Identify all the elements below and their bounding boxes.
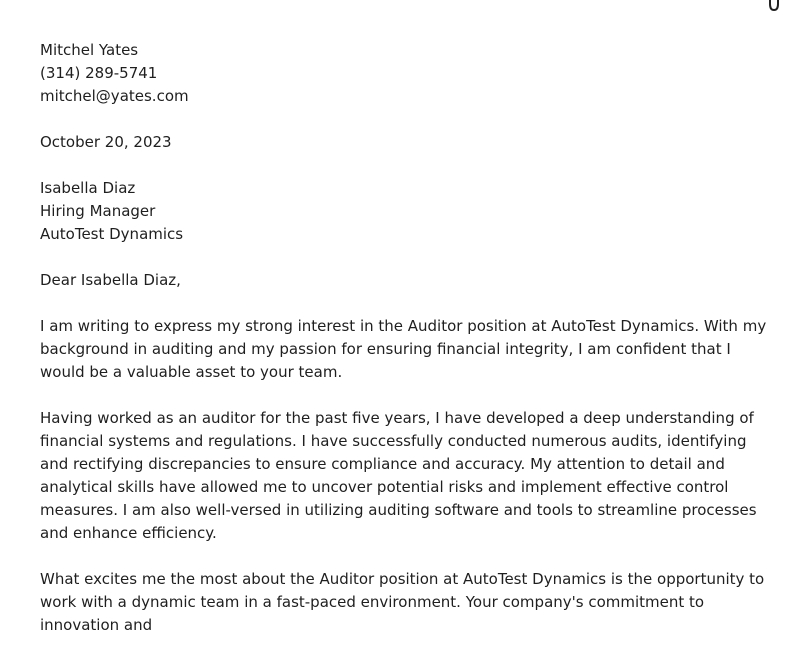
sender-phone: (314) 289-5741 <box>40 64 158 82</box>
salutation-block <box>40 269 770 292</box>
body-paragraph-3: What excites me the most about the Auditor position at AutoTest Dynamics is the opportunity to work with a dynamic team in a fast-paced environment. Your company's commitment to innovation and <box>40 570 765 634</box>
recipient-company: AutoTest Dynamics <box>40 225 184 243</box>
date-block <box>40 131 770 154</box>
body-paragraph-2: Having worked as an auditor for the past five years, I have developed a deep understanding of financial systems and regulations. I have successfully conducted numerous audits, identifying and rectifying discrepancies to ensure compliance and accuracy. My attention to detail and analytical skills have allowed me to uncover potential risks and implement effective control measures. I am also well-versed in utilizing auditing software and tools to streamline processes and enhance efficiency. <box>40 409 757 542</box>
sender-email: mitchel@yates.com <box>40 87 189 105</box>
cursor-icon <box>768 0 780 12</box>
sender-name: Mitchel Yates <box>40 41 139 59</box>
recipient-name: Isabella Diaz <box>40 179 136 197</box>
body-paragraph-1: I am writing to express my strong interest in the Auditor position at AutoTest Dynamics. With my background in auditing and my passion for ensuring financial integrity, I am confident that I would be a valuable asset to your team. <box>40 317 767 381</box>
sender-block <box>40 39 770 108</box>
cover-letter <box>40 39 770 660</box>
recipient-title: Hiring Manager <box>40 202 156 220</box>
recipient-block <box>40 177 770 246</box>
letter-date: October 20, 2023 <box>40 133 172 151</box>
salutation: Dear Isabella Diaz, <box>40 271 181 289</box>
